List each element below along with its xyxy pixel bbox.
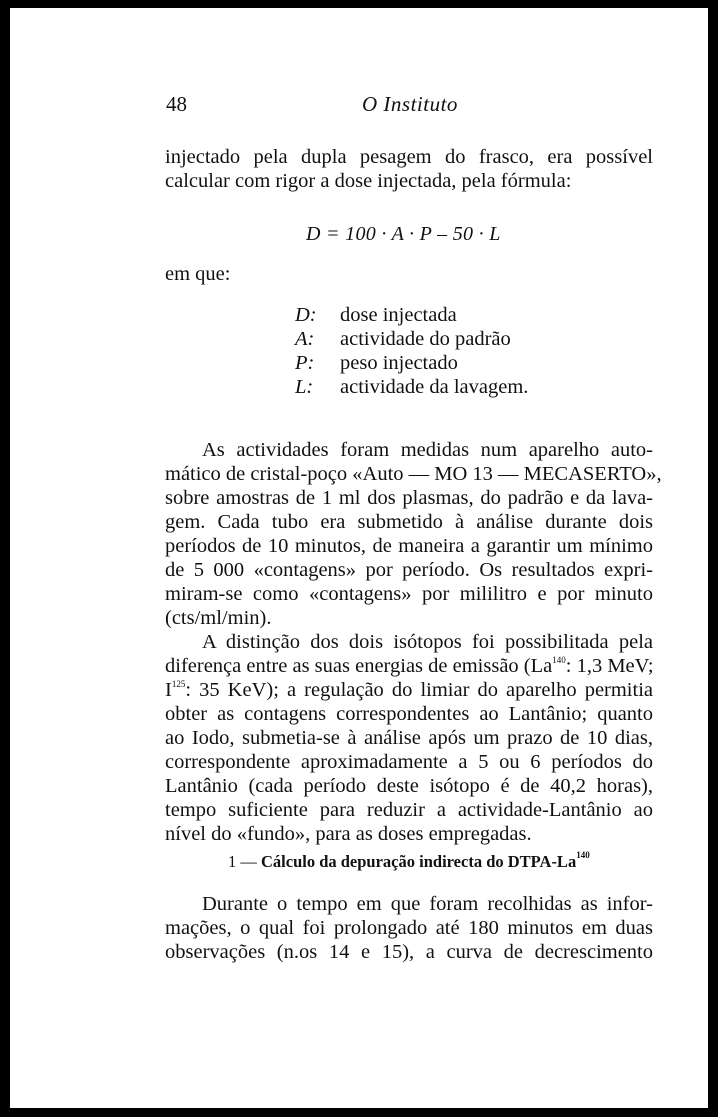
section-title: Cálculo da depuração indirecta do DTPA-La [261,852,577,871]
definition-symbol: D: [295,304,317,326]
paragraph-line: sobre amostras de 1 ml dos plasmas, do padrão e da lava- [165,487,653,509]
page-number: 48 [166,92,187,116]
paragraph-line: observações (n.os 14 e 15), a curva de decrescimento [165,941,653,963]
paragraph-line [165,678,653,702]
paragraph-line: gem. Cada tubo era submetido à análise durante dois [165,511,653,533]
running-title: O Instituto [362,92,458,116]
section-number: 1 — [228,852,257,871]
paragraph-line: tempo suficiente para reduzir a actividade-Lantânio ao [165,799,653,821]
paragraph-line: Durante o tempo em que foram recolhidas as infor- [202,893,653,915]
text-run: I [165,679,172,701]
paragraph-line: A distinção dos dois isótopos foi possibilitada pela [202,631,653,653]
paragraph-line: nível do «fundo», para as doses empregadas. [165,823,532,845]
paragraph-line: miram-se como «contagens» por mililitro e por minuto [165,583,653,605]
definition-text: actividade do padrão [340,328,511,350]
paragraph-line: As actividades foram medidas num aparelho auto- [202,439,653,461]
paragraph-line: obter as contagens correspondentes ao Lantânio; quanto [165,703,653,725]
paragraph-line: mático de cristal-poço «Auto — MO 13 — MECASERTO», [165,463,662,485]
text-run: diferença entre as suas energias de emissão (La [165,655,553,677]
definition-text: peso injectado [340,352,458,374]
paragraph-line: períodos de 10 minutos, de maneira a garantir um mínimo [165,535,653,557]
definition-symbol: A: [295,328,315,350]
paragraph-line: ao Iodo, submetia-se à análise após um prazo de 10 dias, [165,727,653,749]
text-run: : 1,3 MeV; [565,655,654,677]
paragraph-line: correspondente aproximadamente a 5 ou 6 períodos do [165,751,653,773]
definition-symbol: L: [295,376,314,398]
paragraph-line: Lantânio (cada período deste isótopo é de 40,2 horas), [165,775,653,797]
where-label: em que: [165,263,231,285]
paragraph-line [165,654,653,678]
intro-line: injectado pela dupla pesagem do frasco, era possível [165,146,653,168]
paragraph-line: mações, o qual foi prolongado até 180 minutos em duas [165,917,653,939]
definition-symbol: P: [295,352,315,374]
superscript: 140 [552,655,566,665]
definition-text: dose injectada [340,304,457,326]
superscript: 140 [576,850,590,860]
paragraph-line: (cts/ml/min). [165,607,272,629]
superscript: 125 [171,679,186,689]
book-page [10,8,708,1108]
dose-formula: D = 100 · A · P – 50 · L [306,223,501,245]
paragraph-line: de 5 000 «contagens» por período. Os resultados expri- [165,559,653,581]
intro-line: calcular com rigor a dose injectada, pela fórmula: [165,170,572,192]
definition-text: actividade da lavagem. [340,376,529,398]
section-heading [228,852,590,872]
text-run: : 35 KeV); a regulação do limiar do aparelho permitia [185,679,653,701]
